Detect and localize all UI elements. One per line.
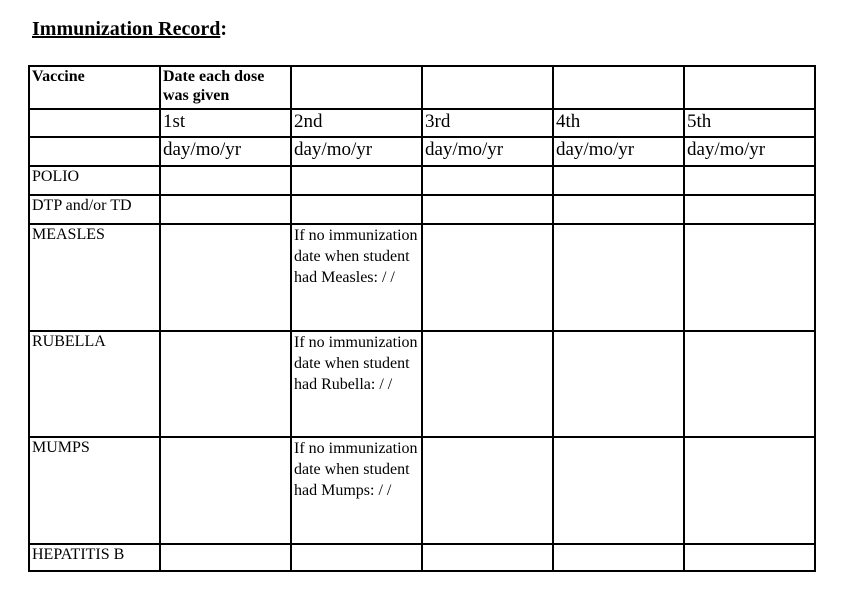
dose-cell[interactable] [553,195,684,224]
title-colon: : [220,18,227,40]
page-title [32,18,227,41]
dose-cell[interactable] [291,544,422,571]
mumps-note: If no immunization date when student had Mumps: / / [291,437,422,544]
table-row-hepatitis-b [29,544,815,571]
title-text: Immunization Record [32,18,221,40]
vaccine-name: DTP and/or TD [29,195,160,224]
rubella-note: If no immunization date when student had Rubella: / / [291,331,422,437]
date-each-dose-header: Date each dose was given [160,66,291,109]
dose-5th: 5th [684,109,815,137]
vaccine-name: MUMPS [29,437,160,544]
dose-3rd: 3rd [422,109,553,137]
dose-cell[interactable] [160,331,291,437]
vaccine-name: HEPATITIS B [29,544,160,571]
date-format-2: day/mo/yr [291,137,422,166]
dose-cell[interactable] [684,331,815,437]
date-format-5: day/mo/yr [684,137,815,166]
dose-cell[interactable] [291,166,422,195]
vaccine-name: MEASLES [29,224,160,331]
dose-cell[interactable] [553,224,684,331]
dose-cell[interactable] [291,195,422,224]
table-header-row [29,66,815,109]
measles-note: If no immunization date when student had Measles: / / [291,224,422,331]
dose-cell[interactable] [684,166,815,195]
dose-1st: 1st [160,109,291,137]
table-row-measles [29,224,815,331]
format-row-label-cell [29,137,160,166]
vaccine-header: Vaccine [29,66,160,109]
dose-cell[interactable] [422,437,553,544]
dose-cell[interactable] [684,195,815,224]
table-row-dtp [29,195,815,224]
date-format-4: day/mo/yr [553,137,684,166]
dose-2nd: 2nd [291,109,422,137]
dose-cell[interactable] [553,331,684,437]
dose-cell[interactable] [160,224,291,331]
header-empty-cell [553,66,684,109]
dose-cell[interactable] [160,195,291,224]
immunization-table [28,65,816,572]
dose-cell[interactable] [422,166,553,195]
table-row-mumps [29,437,815,544]
date-format-1: day/mo/yr [160,137,291,166]
table-row-rubella [29,331,815,437]
dose-cell[interactable] [422,224,553,331]
dose-number-row [29,109,815,137]
dose-4th: 4th [553,109,684,137]
dose-row-label-cell [29,109,160,137]
dose-cell[interactable] [684,437,815,544]
dose-cell[interactable] [553,437,684,544]
vaccine-name: RUBELLA [29,331,160,437]
header-empty-cell [422,66,553,109]
dose-cell[interactable] [684,544,815,571]
header-empty-cell [291,66,422,109]
date-format-row [29,137,815,166]
dose-cell[interactable] [160,166,291,195]
dose-cell[interactable] [160,544,291,571]
dose-cell[interactable] [160,437,291,544]
dose-cell[interactable] [422,195,553,224]
dose-cell[interactable] [422,544,553,571]
dose-cell[interactable] [422,331,553,437]
dose-cell[interactable] [553,544,684,571]
header-empty-cell [684,66,815,109]
dose-cell[interactable] [553,166,684,195]
dose-cell[interactable] [684,224,815,331]
table-row-polio [29,166,815,195]
date-format-3: day/mo/yr [422,137,553,166]
vaccine-name: POLIO [29,166,160,195]
